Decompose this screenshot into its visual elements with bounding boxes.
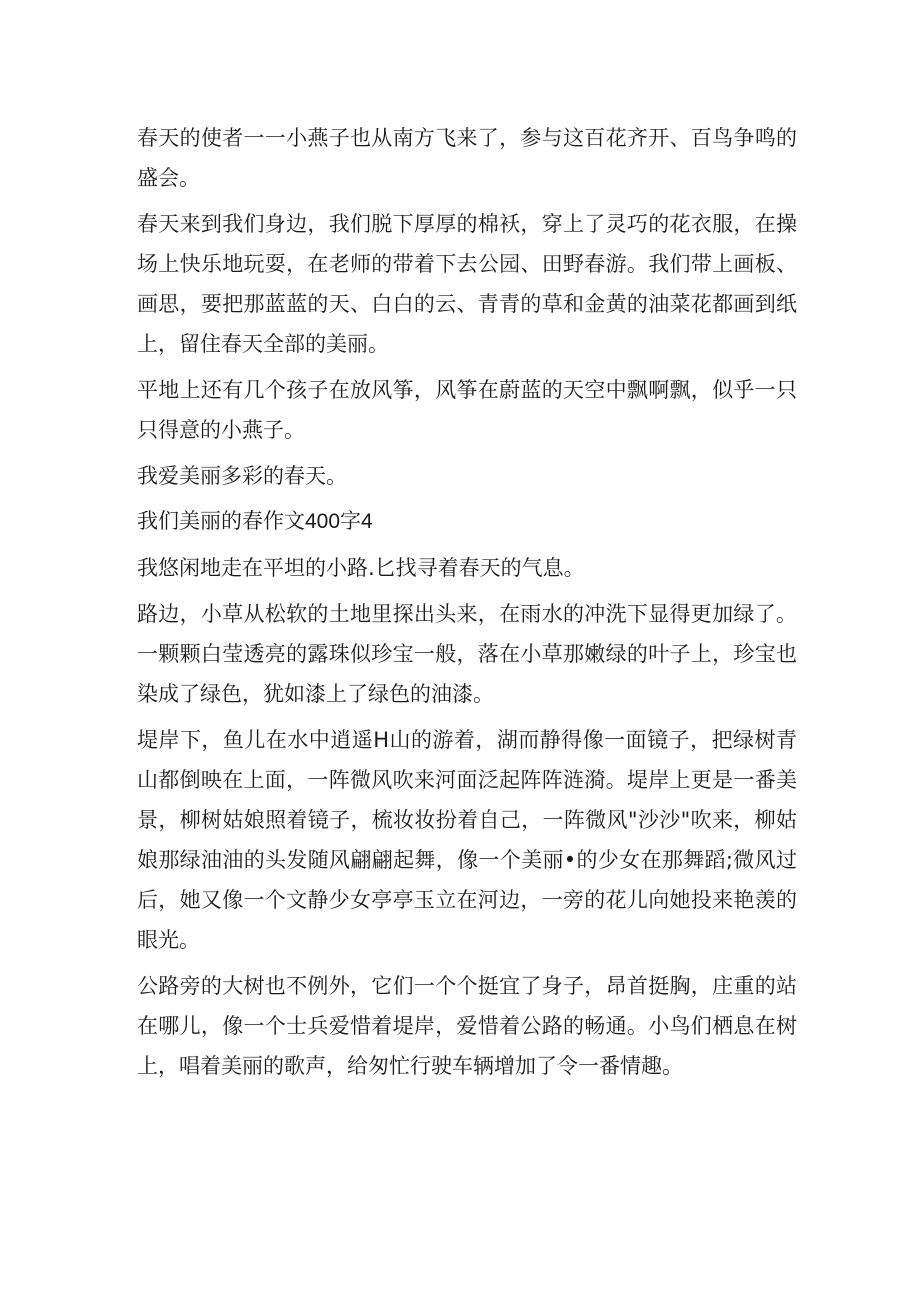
paragraph-swallow: 春天的使者一一小燕子也从南方飞来了，参与这百花齐开、百鸟争鸣的盛会。 (137, 126, 797, 190)
paragraph-spring-outing: 春天来到我们身边，我们脱下厚厚的棉袄，穿上了灵巧的花衣服，在操场上快乐地玩耍，在老师的带着下去公园、田野春游。我们带上画板、画思，要把那蓝蓝的天、白白的云、青青的草和金黄的油菜花都画到纸上，留住春天全部的美丽。 (137, 212, 797, 356)
paragraph-kites: 平地上还有几个孩子在放风筝，风筝在蔚蓝的天空中飘啊飘，似乎一只只得意的小燕子。 (137, 378, 797, 442)
paragraph-walk: 我悠闲地走在平坦的小路.匕找寻着春天的气息。 (137, 556, 585, 580)
paragraph-roadside-grass: 路边，小草从松软的土地里探出头来，在雨水的冲洗下显得更加绿了。一颗颗白莹透亮的露珠似珍宝一般，落在小草那嫩绿的叶子上，珍宝也染成了绿色，犹如漆上了绿色的油漆。 (137, 602, 797, 706)
essay-title: 我们美丽的春作文400字4 (137, 510, 373, 533)
paragraph-embankment: 堤岸下，鱼儿在水中逍遥H山的游着，湖而静得像一面镜子，把绿树青山都倒映在上面，一阵微风吹来河面泛起阵阵涟漪。堤岸上更是一番美景，柳树姑娘照着镜子，梳妆妆扮着自己，一阵微风"沙沙"吹来，柳姑娘那绿油油的头发随风翩翩起舞，像一个美丽•的少女在那舞蹈;微风过后，她又像一个文静少女亭亭玉立在河边，一旁的花儿向她投来艳羡的眼光。 (137, 728, 797, 952)
essay-body (137, 118, 797, 1092)
paragraph-trees: 公路旁的大树也不例外，它们一个个挺宜了身子，昂首挺胸，庄重的站在哪儿，像一个士兵爱惜着堤岸，爱惜着公路的畅通。小鸟们栖息在树上，唱着美丽的歌声，给匆忙行驶车辆增加了令一番情趣。 (137, 974, 797, 1078)
paragraph-love-spring: 我爱美丽多彩的春天。 (137, 464, 347, 488)
